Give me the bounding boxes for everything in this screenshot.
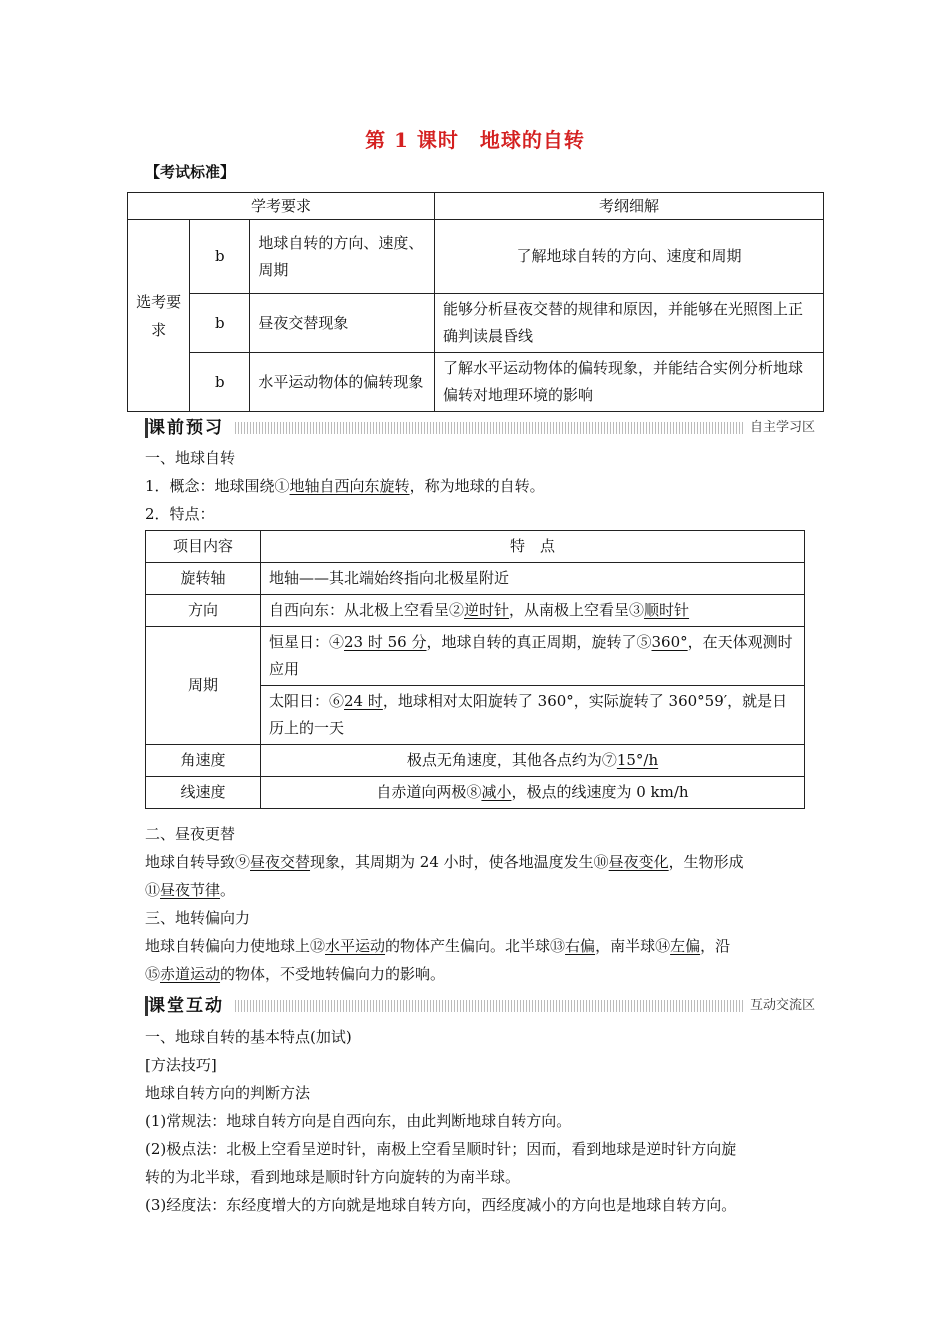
std-level: b: [190, 220, 250, 294]
std-level: b: [190, 353, 250, 412]
feat-value: 地轴——其北端始终指向北极星附近: [261, 563, 805, 595]
method-item: (1)常规法：地球自转方向是自西向东，由此判断地球自转方向。: [145, 1112, 572, 1130]
feat-header-2: 特 点: [261, 531, 805, 563]
feat-value: 恒星日：④23 时 56 分，地球自转的真正周期，旋转了⑤360°，在天体观测时应用: [261, 627, 805, 686]
feat-key: 周期: [146, 627, 261, 745]
std-detail: 了解水平运动物体的偏转现象，并能结合实例分析地球偏转对地理环境的影响: [435, 353, 824, 412]
paragraph-daynight-cont: ⑪昼夜节律。: [145, 881, 236, 899]
paragraph-daynight: 地球自转导致⑨昼夜交替现象，其周期为 24 小时，使各地温度发生⑩昼夜变化，生物形成: [145, 853, 744, 871]
exam-standard-label: 【考试标准】: [145, 163, 236, 181]
std-item: 昼夜交替现象: [250, 294, 435, 353]
banner-right-label: 互动交流区: [744, 996, 815, 1016]
feat-key: 角速度: [146, 745, 261, 777]
std-header-1: 学考要求: [128, 193, 435, 220]
feat-key: 旋转轴: [146, 563, 261, 595]
paragraph-features: 2．特点：: [145, 505, 215, 523]
std-header-2: 考纲细解: [435, 193, 824, 220]
section-heading: 一、地球自转的基本特点(加试): [145, 1028, 352, 1046]
paragraph-coriolis-cont: ⑮赤道运动的物体，不受地转偏向力的影响。: [145, 965, 446, 983]
section-heading: 二、昼夜更替: [145, 825, 236, 843]
feat-header-1: 项目内容: [146, 531, 261, 563]
std-item: 水平运动物体的偏转现象: [250, 353, 435, 412]
feat-key: 线速度: [146, 777, 261, 809]
std-item: 地球自转的方向、速度、周期: [250, 220, 435, 294]
page-title: 第 1 课时 地球的自转: [365, 128, 585, 152]
method-title: 地球自转方向的判断方法: [145, 1084, 311, 1102]
banner-label: 课前预习: [145, 418, 230, 438]
std-detail: 能够分析昼夜交替的规律和原因，并能够在光照图上正确判读晨昏线: [435, 294, 824, 353]
method-item: (2)极点法：北极上空看呈逆时针，南极上空看呈顺时针；因而，看到地球是逆时针方向旋: [145, 1140, 737, 1158]
section-heading: 一、地球自转: [145, 449, 236, 467]
standards-table: [127, 192, 824, 412]
feat-key: 方向: [146, 595, 261, 627]
features-table: [145, 530, 805, 809]
feat-value: 极点无角速度，其他各点约为⑦15°/h: [261, 745, 805, 777]
feat-value: 太阳日：⑥24 时，地球相对太阳旋转了 360°，实际旋转了 360°59′，就是日历上的一天: [261, 686, 805, 745]
std-detail: 了解地球自转的方向、速度和周期: [435, 220, 824, 294]
banner-right-label: 自主学习区: [744, 418, 815, 438]
paragraph-concept: 1．概念：地球围绕①地轴自西向东旋转，称为地球的自转。: [145, 477, 545, 495]
section-banner-preview: [145, 418, 815, 438]
method-item: (3)经度法：东经度增大的方向就是地球自转方向，西经度减小的方向也是地球自转方向。: [145, 1196, 737, 1214]
answer-blank: 地轴自西向东旋转: [289, 477, 410, 495]
feat-value: 自赤道向两极⑧减小，极点的线速度为 0 km/h: [261, 777, 805, 809]
method-label: [方法技巧]: [145, 1056, 217, 1074]
std-group: 选考要求: [128, 220, 190, 412]
banner-label: 课堂互动: [145, 996, 230, 1016]
method-item: 转的为北半球，看到地球是顺时针方向旋转的为南半球。: [145, 1168, 521, 1186]
section-banner-class: [145, 996, 815, 1016]
std-level: b: [190, 294, 250, 353]
feat-value: 自西向东：从北极上空看呈②逆时针，从南极上空看呈③顺时针: [261, 595, 805, 627]
paragraph-coriolis: 地球自转偏向力使地球上⑫水平运动的物体产生偏向。北半球⑬右偏，南半球⑭左偏，沿: [145, 937, 731, 955]
section-heading: 三、地转偏向力: [145, 909, 251, 927]
